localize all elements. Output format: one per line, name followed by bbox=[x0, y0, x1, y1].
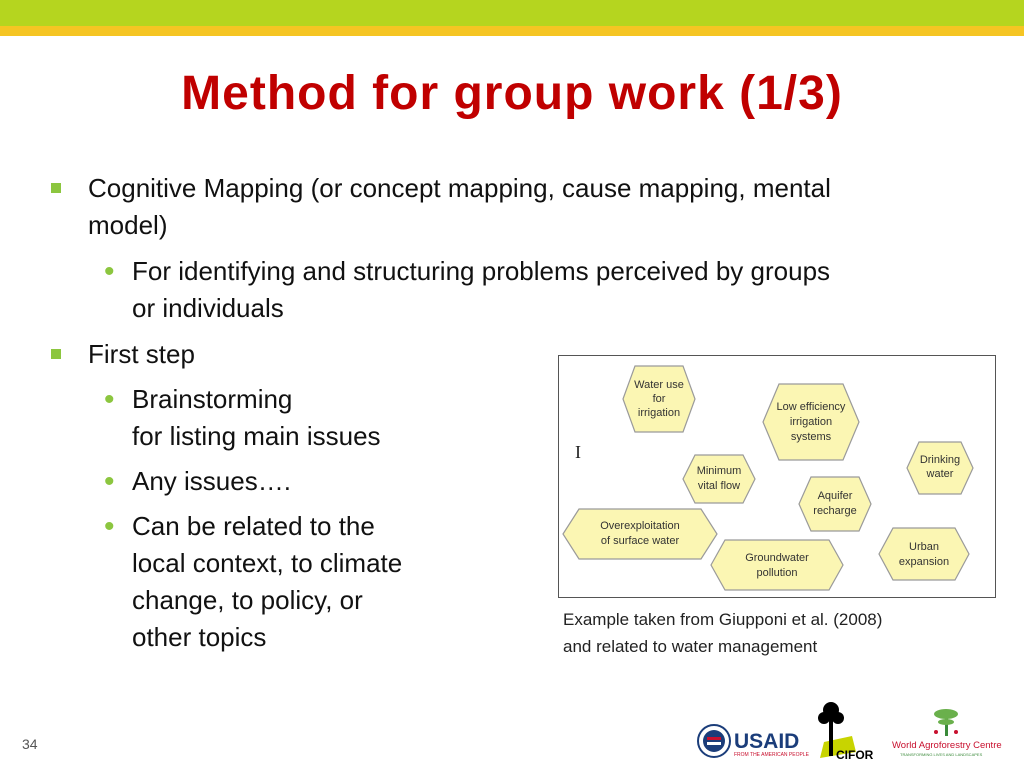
node-label: vital flow bbox=[697, 480, 741, 492]
sub-bullet-related-context: • Can be related to the local context, to climate change, to policy, or other topics bbox=[104, 510, 403, 652]
slide-title: Method for group work (1/3) bbox=[181, 67, 843, 120]
logo-strip bbox=[696, 696, 1016, 762]
node-label: Urban bbox=[909, 541, 939, 553]
usaid-seal-icon bbox=[698, 725, 730, 757]
round-bullet-icon: • bbox=[104, 465, 115, 498]
figure-caption: Example taken from Giupponi et al. (2008) and related to water management bbox=[563, 610, 883, 656]
node-aquifer-recharge bbox=[799, 477, 871, 531]
icraf-logo-text: World Agroforestry Centre bbox=[892, 740, 1002, 751]
node-label: irrigation bbox=[637, 407, 681, 419]
round-bullet-icon: • bbox=[104, 255, 115, 288]
cognitive-map-diagram bbox=[559, 356, 995, 597]
square-bullet-icon bbox=[51, 183, 61, 193]
node-overexploitation bbox=[563, 509, 717, 559]
bullet-cognitive-mapping: Cognitive Mapping (or concept mapping, cause mapping, mental model) bbox=[88, 170, 831, 244]
node-label: irrigation bbox=[789, 416, 833, 428]
round-bullet-icon: • bbox=[104, 383, 115, 416]
cognitive-map-figure bbox=[558, 355, 996, 598]
node-label: for bbox=[652, 393, 666, 405]
text-cursor-icon: I bbox=[575, 442, 581, 462]
usaid-logo-subtext: FROM THE AMERICAN PEOPLE bbox=[734, 752, 809, 758]
sub-bullet-brainstorming: • Brainstorming for listing main issues bbox=[104, 383, 381, 451]
node-label: Overexploitation bbox=[600, 520, 680, 532]
cifor-logo-text: CIFOR bbox=[836, 748, 874, 762]
node-label: pollution bbox=[756, 567, 798, 579]
node-label: recharge bbox=[813, 505, 857, 517]
node-label: Minimum bbox=[696, 465, 742, 477]
node-label: of surface water bbox=[600, 535, 680, 547]
node-label: Water use bbox=[634, 379, 684, 391]
node-groundwater-pollution bbox=[711, 540, 843, 590]
sub-bullet-identifying: • For identifying and structuring problems perceived by groups or individuals bbox=[104, 255, 831, 323]
node-label: expansion bbox=[898, 556, 950, 568]
square-bullet-icon bbox=[51, 349, 61, 359]
node-label: Drinking bbox=[919, 454, 961, 466]
round-bullet-icon: • bbox=[104, 510, 115, 543]
bullet-first-step: First step bbox=[88, 336, 195, 373]
icraf-tree-icon bbox=[934, 709, 958, 736]
usaid-logo-text: USAID bbox=[734, 730, 800, 753]
node-label: Groundwater bbox=[745, 552, 809, 564]
node-label: systems bbox=[790, 431, 832, 443]
icraf-logo-subtext: TRANSFORMING LIVES AND LANDSCAPES bbox=[900, 752, 983, 757]
sub-bullet-any-issues: • Any issues…. bbox=[104, 465, 291, 498]
node-minimum-vital-flow bbox=[683, 455, 755, 503]
node-label: Aquifer bbox=[817, 490, 853, 502]
partner-logos bbox=[696, 696, 1016, 762]
node-label: water bbox=[926, 468, 954, 480]
node-urban-expansion bbox=[879, 528, 969, 580]
page-number: 34 bbox=[22, 736, 38, 752]
node-label: Low efficiency bbox=[776, 401, 846, 413]
